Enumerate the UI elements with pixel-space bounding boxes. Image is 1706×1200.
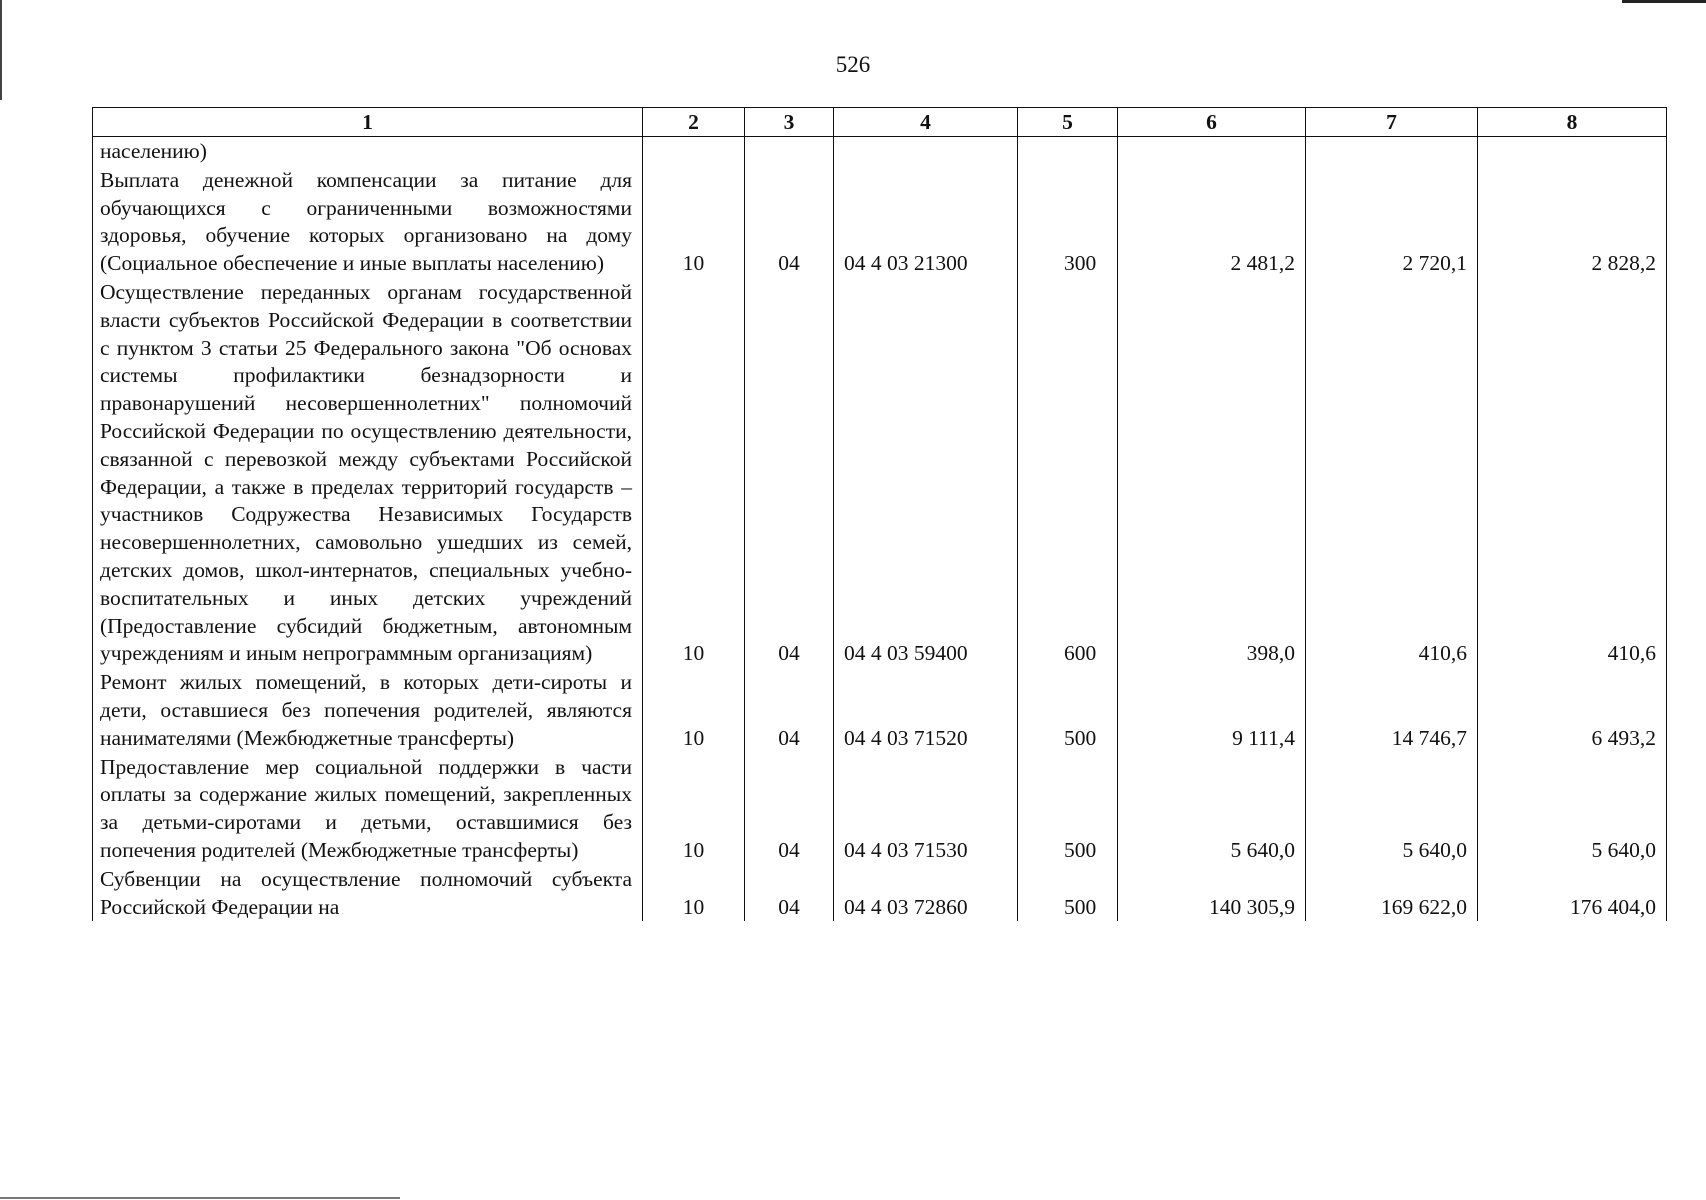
amount-col6: 5 640,0 (1118, 753, 1306, 865)
table-row (93, 278, 1667, 668)
table-row (93, 166, 1667, 278)
target-article-code: 04 4 03 21300 (834, 166, 1018, 278)
expense-type-code: 500 (1018, 753, 1118, 865)
section-code: 10 (643, 753, 745, 865)
table-row (93, 865, 1667, 922)
expense-type-code: 500 (1018, 865, 1118, 922)
column-header: 5 (1018, 108, 1118, 137)
subsection-code: 04 (745, 166, 834, 278)
row-description: Субвенции на осуществление полномочий субъекта Российской Федерации на (93, 865, 643, 922)
column-number-row (93, 108, 1667, 137)
budget-table (92, 107, 1667, 921)
page-number: 526 (835, 52, 871, 77)
section-code: 10 (643, 865, 745, 922)
scan-edge-mark (0, 1197, 400, 1199)
subsection-code: 04 (745, 865, 834, 922)
subsection-code: 04 (745, 753, 834, 865)
amount-col8: 6 493,2 (1478, 668, 1667, 752)
column-header: 3 (745, 108, 834, 137)
column-header: 4 (834, 108, 1018, 137)
section-code: 10 (643, 166, 745, 278)
amount-col7: 169 622,0 (1306, 865, 1478, 922)
target-article-code: 04 4 03 59400 (834, 278, 1018, 668)
section-code: 10 (643, 668, 745, 752)
row-description: Выплата денежной компенсации за питание для обучающихся с ограниченными возможностями здоровья, обучение которых организовано на дому (Социальное обеспечение и иные выплаты населению) (93, 166, 643, 278)
table-row (93, 753, 1667, 865)
expense-type-code: 600 (1018, 278, 1118, 668)
subsection-code: 04 (745, 668, 834, 752)
expense-type-code: 500 (1018, 668, 1118, 752)
table-row (93, 668, 1667, 752)
scan-edge-mark (1622, 0, 1706, 3)
amount-col7: 5 640,0 (1306, 753, 1478, 865)
scan-edge-mark (0, 0, 2, 100)
subsection-code: 04 (745, 278, 834, 668)
column-header: 8 (1478, 108, 1667, 137)
budget-table-container (92, 107, 1666, 921)
amount-col6: 140 305,9 (1118, 865, 1306, 922)
amount-col6: 398,0 (1118, 278, 1306, 668)
amount-col8: 410,6 (1478, 278, 1667, 668)
row-description: Осуществление переданных органам государственной власти субъектов Российской Федерации в соответствии с пунктом 3 статьи 25 Федерального закона "Об основах системы профилактики безнадзорности и правонарушений несовершеннолетних" полномочий Российской Федерации по осуществлению деятельности, связанной с перевозкой между субъектами Российской Федерации, а также в пределах территорий государств – участников Содружества Независимых Государств несовершеннолетних, самовольно ушедших из семей, детских домов, школ-интернатов, специальных учебно-воспитательных и иных детских учреждений (Предоставление субсидий бюджетным, автономным учреждениям и иным непрограммным организациям) (93, 278, 643, 668)
amount-col7: 410,6 (1306, 278, 1478, 668)
amount-col8: 5 640,0 (1478, 753, 1667, 865)
target-article-code: 04 4 03 71520 (834, 668, 1018, 752)
amount-col6: 9 111,4 (1118, 668, 1306, 752)
row-description: населению) (93, 137, 643, 166)
target-article-code: 04 4 03 71530 (834, 753, 1018, 865)
target-article-code: 04 4 03 72860 (834, 865, 1018, 922)
row-description: Ремонт жилых помещений, в которых дети-сироты и дети, оставшиеся без попечения родителей, являются нанимателями (Межбюджетные трансферты) (93, 668, 643, 752)
expense-type-code: 300 (1018, 166, 1118, 278)
table-row (93, 137, 1667, 166)
amount-col8: 2 828,2 (1478, 166, 1667, 278)
column-header: 1 (93, 108, 643, 137)
section-code: 10 (643, 278, 745, 668)
column-header: 6 (1118, 108, 1306, 137)
amount-col7: 2 720,1 (1306, 166, 1478, 278)
column-header: 7 (1306, 108, 1478, 137)
row-description: Предоставление мер социальной поддержки в части оплаты за содержание жилых помещений, закрепленных за детьми-сиротами и детьми, оставшимися без попечения родителей (Межбюджетные трансферты) (93, 753, 643, 865)
column-header: 2 (643, 108, 745, 137)
amount-col6: 2 481,2 (1118, 166, 1306, 278)
amount-col8: 176 404,0 (1478, 865, 1667, 922)
amount-col7: 14 746,7 (1306, 668, 1478, 752)
